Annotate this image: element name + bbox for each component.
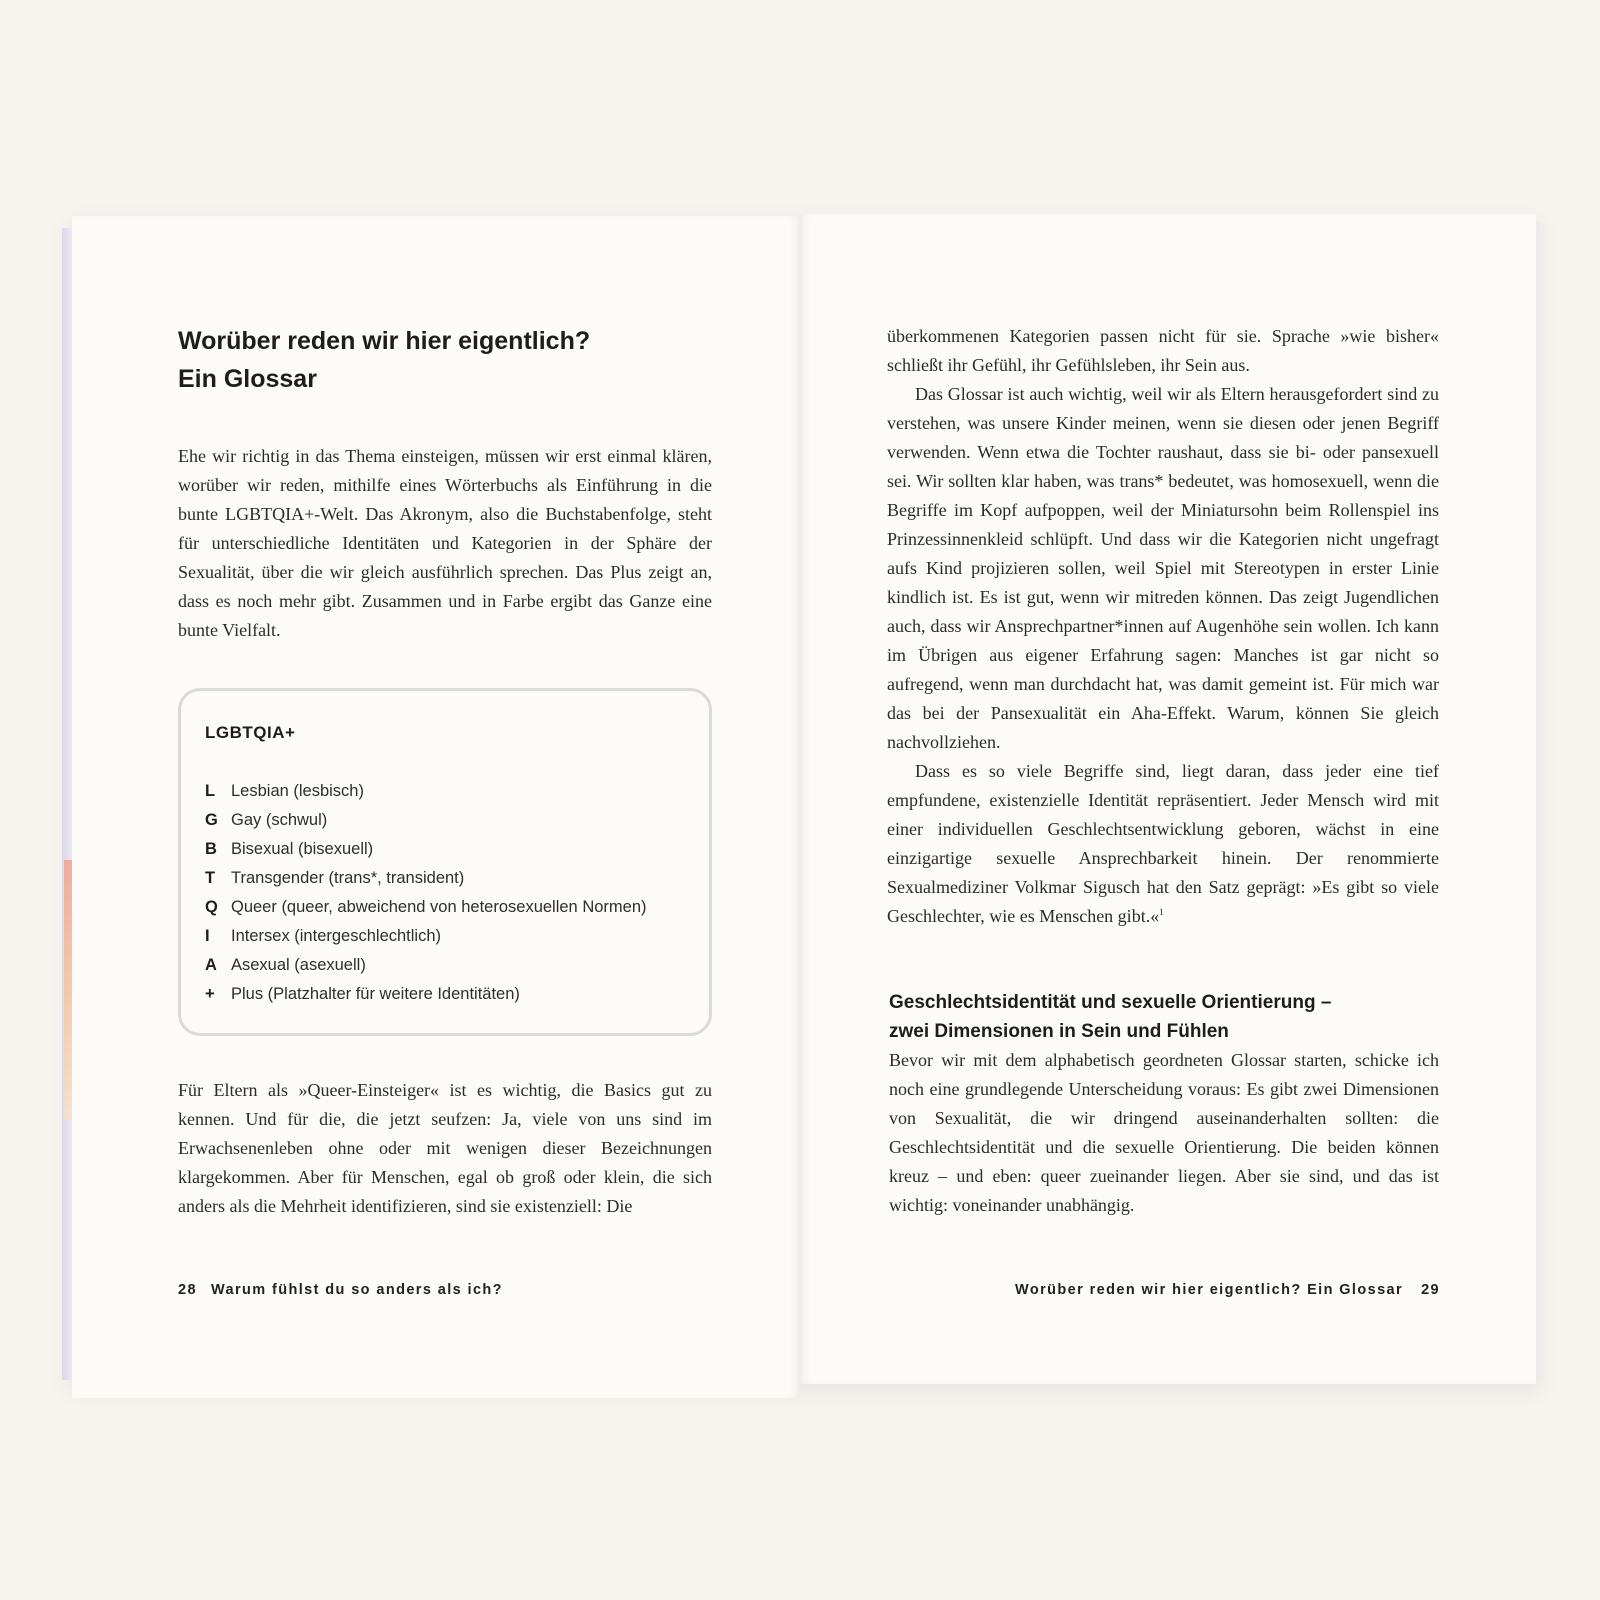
right-paragraph-4: Bevor wir mit dem alphabetisch geordneten Glossar starten, schicke ich noch eine grundlegende Unterscheidung voraus: Es gibt zwei Dimensionen von Sexualität, die wir dringend auseinanderhalten sollten: die Geschlechtsidentität und die sexuelle Orientierung. Die beiden können kreuz – und eben: queer zueinander liegen. Aber sie sind, und das ist wichtig: voneinander unabhängig.: [889, 1050, 1439, 1215]
glossary-item: B Bisexual (bisexuell): [205, 840, 374, 858]
chapter-title-line2: Ein Glossar: [178, 365, 317, 393]
right-page-footer: [1015, 1282, 1440, 1298]
subheading-line2: zwei Dimensionen in Sein und Fühlen: [889, 1021, 1229, 1042]
glossary-list: [205, 777, 647, 1009]
glossary-item: L Lesbian (lesbisch): [205, 782, 364, 800]
glossary-item: G Gay (schwul): [205, 811, 328, 829]
right-paragraph-2: Das Glossar ist auch wichtig, weil wir als Eltern herausgefordert sind zu verstehen, was unsere Kinder meinen, wenn sie diesen oder jenen Begriff verwenden. Wenn etwa die Tochter raushaut, dass sie bi- oder pansexuell sei. Wir sollten klar haben, was trans* bedeutet, was homosexuell, wenn die Begriffe im Kopf aufpoppen, weil der Miniatursohn beim Rollenspiel ins Prinzessinnenkleid schlüpft. Und dass wir die Kategorien nicht ungefragt aufs Kind projizieren sollen, weil Spiel mit Stereotypen in erster Linie kindlich ist. Es ist gut, wenn wir mitreden können. Das zeigt Jugendlichen auch, dass wir Ansprechpartner*innen auf Augenhöhe sein wollen. Ich kann im Übrigen aus eigener Erfahrung sagen: Manches ist gar nicht so aufregend, wenn man durchdacht hat, was damit gemeint ist. Für mich war das bei der Pansexualität ein Aha-Effekt. Warum, können Sie gleich nachvollziehen.: [887, 384, 1439, 752]
glossary-item: Q Queer (queer, abweichend von heterosexuellen Normen): [205, 898, 647, 916]
glossary-item: T Transgender (trans*, transident): [205, 869, 465, 887]
intro-paragraph: Ehe wir richtig in das Thema einsteigen, müssen wir erst einmal klären, worüber wir reden, mithilfe eines Wörterbuchs als Einführung in die bunte LGBTQIA+-Welt. Das Akronym, also die Buchstabenfolge, steht für unterschiedliche Identitäten und Kategorien in der Sphäre der Sexualität, über die wir gleich ausführlich sprechen. Das Plus zeigt an, dass es noch mehr gibt. Zusammen und in Farbe ergibt das Ganze eine bunte Vielfalt.: [178, 446, 712, 640]
right-column-top: [887, 322, 1439, 931]
running-head-left: Warum fühlst du so anders als ich?: [210, 1282, 503, 1298]
glossary-box: [178, 688, 712, 1036]
lower-paragraph: Für Eltern als »Queer-Einsteiger« ist es wichtig, die Basics gut zu kennen. Und für die, die jetzt seufzen: Ja, viele von uns sind im Erwachsenenleben ohne oder mit wenigen dieser Bezeichnungen klargekommen. Aber für Menschen, egal ob groß oder klein, die sich anders als die Mehrheit identifizieren, sind sie existenziell: Die: [178, 1080, 712, 1216]
left-page-footer: [178, 1282, 503, 1298]
right-paragraph-3: Dass es so viele Begriffe sind, liegt daran, dass jeder eine tief empfundene, existenzielle Identität repräsentiert. Jeder Mensch wird mit einer individuellen Geschlechtsentwicklung geboren, wächst in eine einzigartige sexuelle Ansprechbarkeit hinein. Der renommierte Sexualmediziner Volkmar Sigusch hat den Satz geprägt: »Es gibt so viele Geschlechter, wie es Menschen gibt.«$^1$: [887, 761, 1439, 926]
section-subheading: [889, 988, 1449, 1046]
glossary-box-title: LGBTQIA+: [205, 723, 296, 742]
page-number-left: 28: [178, 1282, 197, 1298]
chapter-title: [178, 322, 698, 398]
footnote-mark: 1: [1159, 907, 1164, 917]
subheading-line1: Geschlechtsidentität und sexuelle Orientierung –: [889, 992, 1332, 1013]
right-paragraph-1: überkommenen Kategorien passen nicht für sie. Sprache »wie bisher« schließt ihr Gefühl, ihr Gefühlsleben, ihr Sein aus.: [887, 326, 1439, 375]
glossary-item: A Asexual (asexuell): [205, 956, 366, 974]
right-column-bottom: [889, 1046, 1439, 1220]
glossary-item: I Intersex (intergeschlechtlich): [205, 927, 442, 945]
page-number-right: 29: [1421, 1282, 1440, 1298]
glossary-item: + Plus (Platzhalter für weitere Identitäten): [205, 985, 520, 1003]
running-head-right: Worüber reden wir hier eigentlich? Ein Glossar: [1015, 1282, 1404, 1298]
chapter-title-line1: Worüber reden wir hier eigentlich?: [178, 327, 591, 355]
